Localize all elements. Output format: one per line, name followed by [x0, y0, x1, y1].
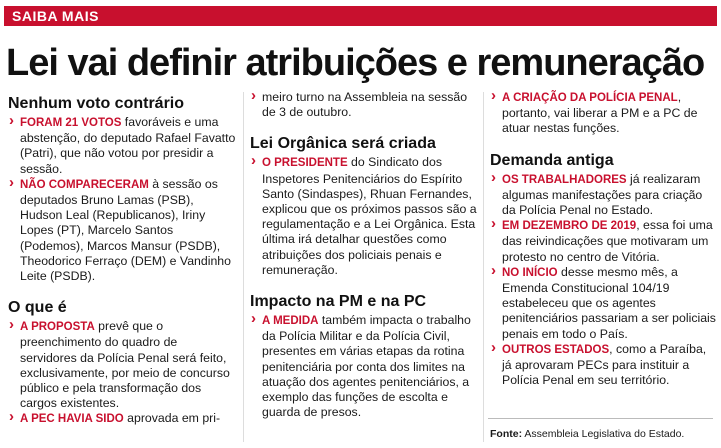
section-title: Demanda antiga: [490, 151, 614, 169]
list-item: › A CRIAÇÃO DA POLÍCIA PENAL, portanto, vai liberar a PM e a PC de atuar nestas funções.: [490, 90, 718, 137]
column-1: [8, 90, 236, 428]
list-item: › OUTROS ESTADOS, como a Paraíba, já aprovaram PECs para instituir a Polícia Penal em seu território.: [490, 342, 718, 389]
column-2: [250, 90, 478, 420]
source-divider: [488, 418, 713, 419]
list-item: › OS TRABALHADORES já realizaram algumas manifestações para criação da Polícia Penal no Estado.: [490, 172, 718, 219]
list-item: › A PEC HAVIA SIDO aprovada em pri-: [8, 411, 236, 427]
column-3: [490, 90, 718, 388]
source-credit: Fonte: Assembleia Legislativa do Estado.: [490, 428, 685, 440]
column-divider: [483, 92, 484, 442]
section-title: Impacto na PM e na PC: [250, 293, 427, 311]
continued-text: › meiro turno na Assembleia na sessão de 3 de outubro.: [250, 90, 478, 120]
list-item: › EM DEZEMBRO DE 2019, essa foi uma das reivindicações que motivaram um protesto no centro de Vitória.: [490, 218, 718, 265]
page-headline: Lei vai definir atribuições e remuneração: [6, 42, 705, 84]
section-title: O que é: [8, 299, 67, 317]
section-title: Nenhum voto contrário: [8, 95, 185, 112]
list-item: › A MEDIDA também impacta o trabalho da Polícia Militar e da Polícia Civil, presentes em várias etapas da rotina penitenciária por conta dos limites na atuação dos agentes penitenciários, a exemplo das funções de escolta e guarda de presos.: [250, 313, 478, 420]
list-item: › O PRESIDENTE do Sindicato dos Inspetores Penitenciários do Espírito Santo (Sindaspes), Rhuan Fernandes, explicou que os próximos passos são a regulamentação e a Lei Orgânica. Esta última irá detalhar questões como atribuições dos policiais penais e remuneração.: [250, 155, 478, 278]
section-banner: [4, 6, 717, 26]
list-item: › A PROPOSTA prevê que o preenchimento do quadro de servidores da Polícia Penal será feito, exclusivamente, por meio de concurso público e pela transformação dos cargos existentes.: [8, 319, 236, 411]
section-title: Lei Orgânica será criada: [250, 135, 436, 153]
list-item: › FORAM 21 VOTOS favoráveis e uma abstenção, do deputado Rafael Favatto (Patri), que não votou por presidir a sessão.: [8, 115, 236, 177]
list-item: › NO INÍCIO desse mesmo mês, a Emenda Constitucional 104/19 estabeleceu que os agentes penitenciários passariam a ser policiais penais em todo o País.: [490, 265, 718, 342]
banner-label: SAIBA MAIS: [12, 8, 99, 24]
list-item: › NÃO COMPARECERAM à sessão os deputados Bruno Lamas (PSB), Hudson Leal (Republicanos), Iriny Lopes (PT), Marcelo Santos (Podemos), Marcos Mansur (PSDB), Theodorico Ferraço (DEM) e Vandinho Leite (PSDB).: [8, 177, 236, 284]
column-divider: [243, 92, 244, 442]
